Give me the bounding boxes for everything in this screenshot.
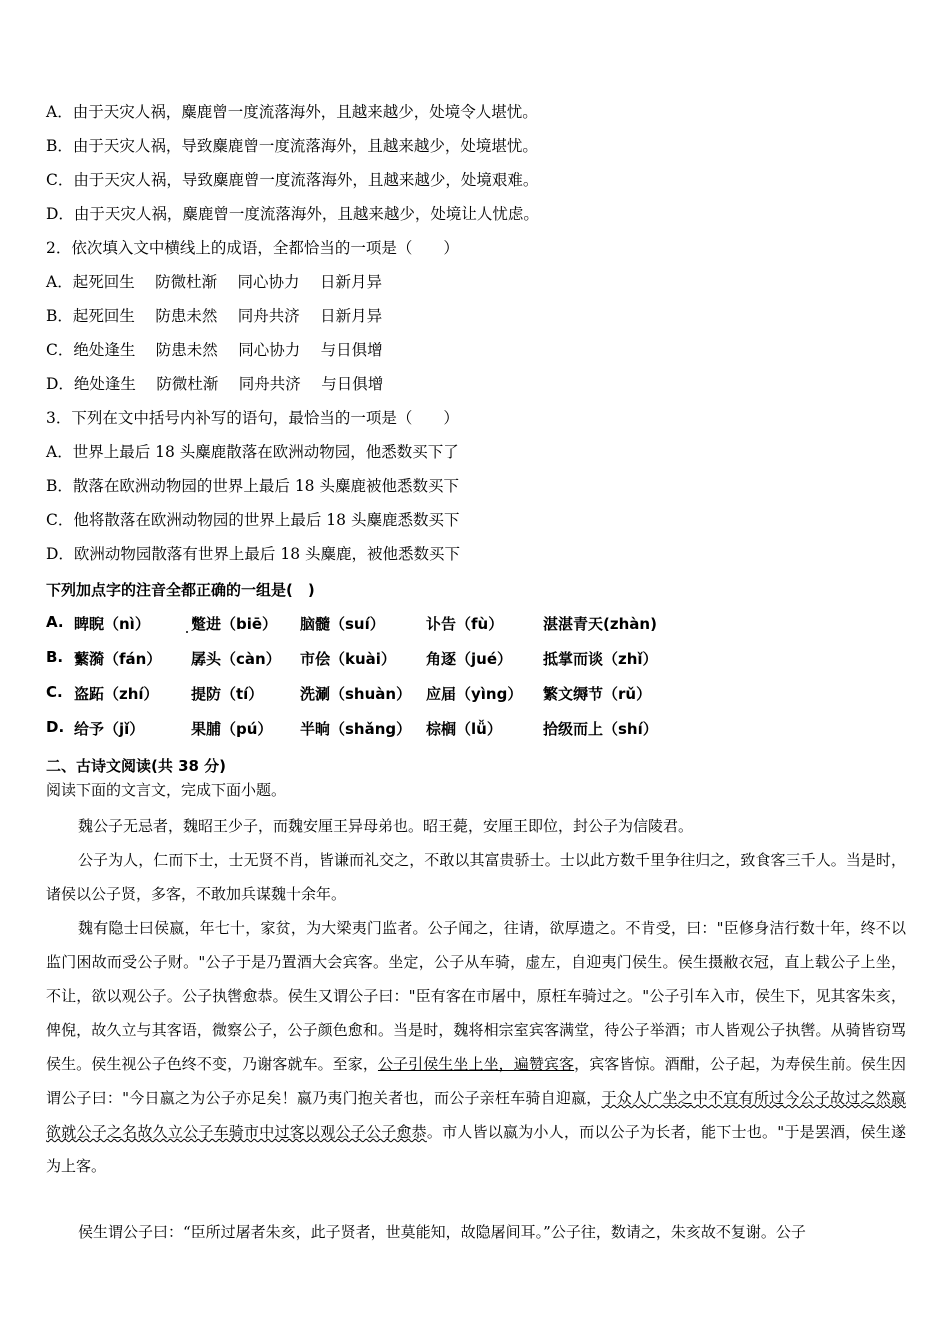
q4-item: 洗涮（shuàn） [300, 685, 412, 703]
q4-item: 蹩进（biē） [191, 615, 278, 633]
q4-item: 蘩漪（fán） [74, 650, 162, 668]
q4-item: 果脯（pú） [191, 720, 273, 738]
section-heading: 二、古诗文阅读(共 38 分) [46, 757, 227, 775]
q4-item: 睥睨（nì） [74, 615, 150, 633]
q1-option-d: D．由于天灾人祸，麋鹿曾一度流落海外，且越来越少，处境让人忧虑。 [46, 205, 539, 223]
q2-option-a: A．起死回生 防微杜渐 同心协力 日新月异 [46, 273, 382, 291]
q3-stem: 3．下列在文中括号内补写的语句，最恰当的一项是（ ） [46, 409, 459, 427]
underlined-sentence: 公子引侯生坐上坐，遍赞宾客 [377, 1055, 575, 1073]
q4-item: 抵掌而谈（zhǐ） [543, 650, 658, 668]
q1-option-b: B．由于天灾人祸，导致麋鹿曾一度流落海外，且越来越少，处境堪忧。 [46, 137, 538, 155]
passage-paragraph-2: 公子为人，仁而下士，士无贤不肖，皆谦而礼交之，不敢以其富贵骄士。士以此方数千里争往归之，致食客三千人。当是时，诸侯以公子贤，多客，不敢加兵谋魏十余年。 [46, 851, 906, 903]
q4-item: 提防（tí） [191, 685, 264, 703]
q1-option-a: A．由于天灾人祸，麋鹿曾一度流落海外，且越来越少，处境令人堪忧。 [46, 103, 538, 121]
passage-text: 。市人皆以嬴为小人，而以公子为长者，能下士也。"于是罢酒，侯生遂为上客。 [46, 1123, 906, 1175]
passage-paragraph-1: 魏公子无忌者，魏昭王少子，而魏安厘王异母弟也。昭王薨，安厘王即位，封公子为信陵君。 [78, 817, 694, 835]
q3-option-c: C．他将散落在欧洲动物园的世界上最后 18 头麋鹿悉数买下 [46, 511, 460, 529]
q3-option-a: A．世界上最后 18 头麋鹿散落在欧洲动物园，他悉数买下了 [46, 443, 459, 461]
q4-row-label: C. [46, 683, 63, 701]
q4-item: 棕榈（lǚ） [426, 720, 502, 738]
q2-option-d: D．绝处逢生 防微杜渐 同舟共济 与日俱增 [46, 375, 384, 393]
q4-item: 湛湛青天(zhàn) [543, 615, 657, 633]
emphasis-dot [186, 631, 188, 633]
q4-item: 给予（jǐ） [74, 720, 145, 738]
q4-item: 讣告（fù） [426, 615, 504, 633]
q4-item: 孱头（càn） [191, 650, 281, 668]
q2-stem: 2．依次填入文中横线上的成语，全都恰当的一项是（ ） [46, 239, 459, 257]
q4-item: 拾级而上（shí） [543, 720, 658, 738]
q1-option-c: C．由于天灾人祸，导致麋鹿曾一度流落海外，且越来越少，处境艰难。 [46, 171, 539, 189]
q4-item: 脑髓（suí） [300, 615, 385, 633]
q4-item: 繁文缛节（rǔ） [543, 685, 652, 703]
q4-row-label: B. [46, 648, 64, 666]
q4-row-label: A. [46, 613, 64, 631]
passage-paragraph-4: 侯生谓公子曰：“臣所过屠者朱亥，此子贤者，世莫能知，故隐屠间耳。”公子往，数请之，朱亥故不复谢。公子 [78, 1223, 806, 1241]
passage-text: ，宾客皆惊。酒酣，公子起，为寿侯生前。侯生因谓公子曰："今日嬴之为公子亦足矣！嬴乃夷门抱关者也，而公子亲枉车骑自迎嬴， [46, 1055, 906, 1107]
q4-row-label: D. [46, 718, 65, 736]
q3-option-b: B．散落在欧洲动物园的世界上最后 18 头麋鹿被他悉数买下 [46, 477, 459, 495]
q4-stem: 下列加点字的注音全都正确的一组是( ) [46, 581, 315, 599]
q3-option-d: D．欧洲动物园散落有世界上最后 18 头麋鹿，被他悉数买下 [46, 545, 461, 563]
q4-item: 市侩（kuài） [300, 650, 396, 668]
reading-instruction: 阅读下面的文言文，完成下面小题。 [46, 781, 287, 799]
q4-item: 半晌（shǎng） [300, 720, 412, 738]
wavy-underlined-sentence: 于众人广坐之中不宜有所过今公子故过之然嬴欲就公子之名故久立公子车骑市中过客以观公子公子愈恭 [46, 1089, 906, 1141]
q4-item: 盗跖（zhí） [74, 685, 159, 703]
q2-option-c: C．绝处逢生 防患未然 同心协力 与日俱增 [46, 341, 383, 359]
q2-option-b: B．起死回生 防患未然 同舟共济 日新月异 [46, 307, 383, 325]
q4-item: 应届（yìng） [426, 685, 523, 703]
q4-item: 角逐（jué） [426, 650, 512, 668]
passage-text: 魏有隐士曰侯嬴，年七十，家贫，为大梁夷门监者。公子闻之，往请，欲厚遗之。不肯受，曰："臣修身洁行数十年，终不以监门困故而受公子财。"公子于是乃置酒大会宾客。坐定，公子从车骑，虚左，自迎夷门侯生。侯生摄敝衣冠，直上载公子上坐，不让，欲以观公子。公子执辔愈恭。侯生又谓公子曰："臣有客在市屠中，原枉车骑过之。"公子引车入市，侯生下，见其客朱亥，俾倪，故久立与其客语，微察公子，公子颜色愈和。当是时，魏将相宗室宾客满堂，待公子举酒；市人皆观公子执辔。从骑皆窃骂侯生。侯生视公子色终不变，乃谢客就车。至家， [46, 919, 906, 1073]
passage-paragraph-3 [46, 911, 906, 1183]
